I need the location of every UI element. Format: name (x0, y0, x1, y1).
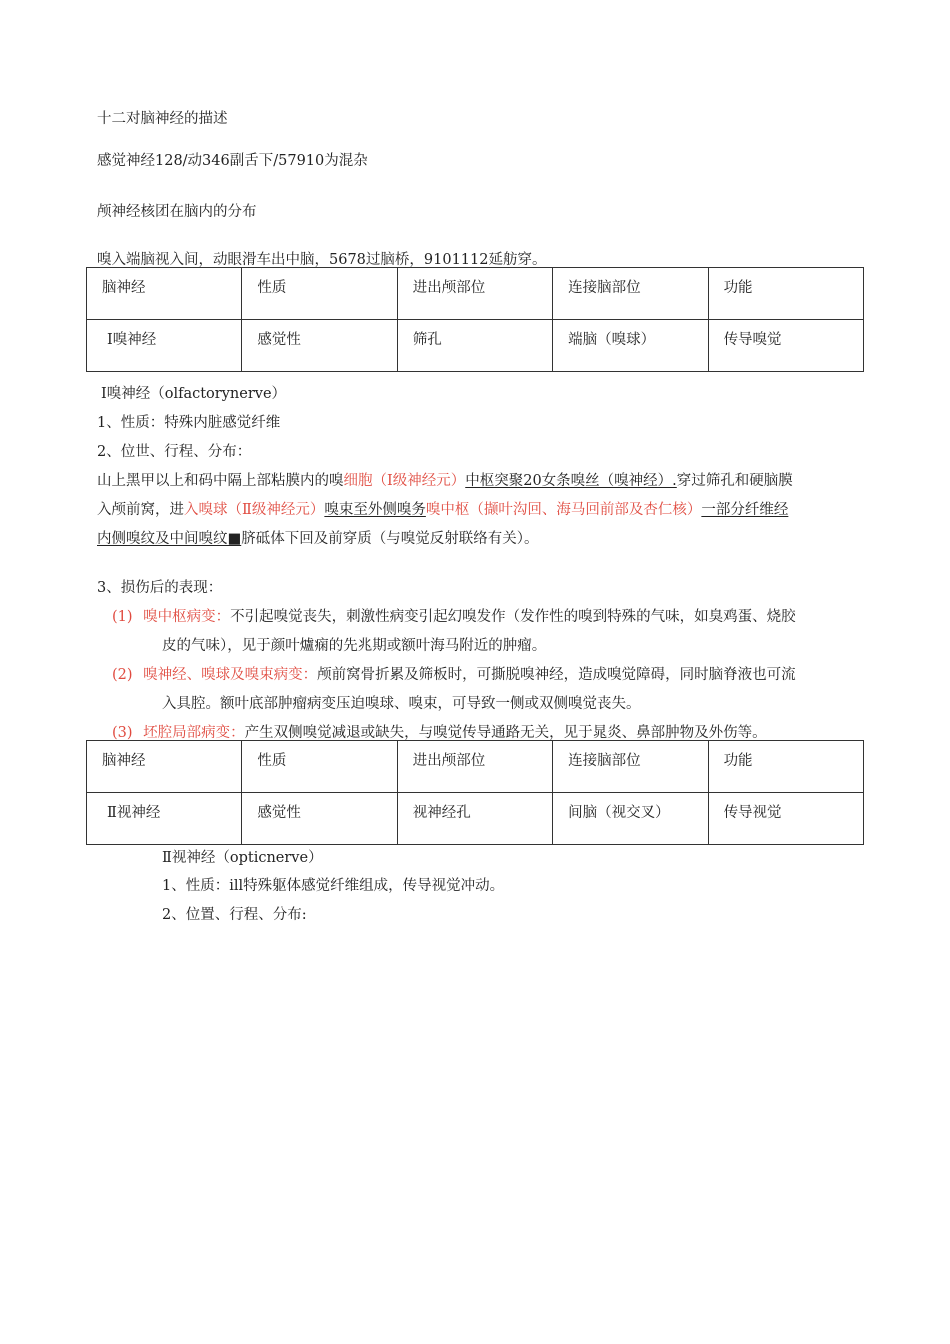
header-nature: 性质 (242, 741, 397, 793)
nuclei-heading: 颅神经核团在脑内的分布 (97, 204, 257, 220)
underlined-span: 中枢突聚20女条嗅丝（嗅神经）. (465, 473, 677, 489)
text-span: 入颅前窝，进 (97, 502, 184, 518)
item-text: 颅前窝骨折累及筛板时，可撕脱嗅神经，造成嗅觉障碍，同时脑脊液也可流 (317, 667, 796, 683)
header-nerve: 脑神经 (87, 268, 242, 320)
underlined-span: 内侧嗅纹及中间嗅纹■ (97, 531, 242, 547)
injury-item-2 (112, 663, 796, 684)
doc-title: 十二对脑神经的描述 (97, 111, 228, 127)
header-function: 功能 (708, 268, 863, 320)
header-passage: 进出颅部位 (397, 741, 552, 793)
item-label: 嗅神经、嗅球及嗅束病变： (143, 667, 318, 683)
cell-nature: 感觉性 (242, 320, 397, 372)
cell-nature: 感觉性 (242, 793, 397, 845)
sensory-mnemonic: 感觉神经128/动346副舌下/57910为混杂 (97, 153, 368, 169)
text-span: 山上黑甲以上和码中隔上部粘膜内的嗅 (97, 473, 344, 489)
header-brain-connection: 连接脑部位 (553, 268, 708, 320)
injury-item-1-cont: 皮的气味），见于颜叶爐痫的先兆期或额叶海马附近的肿瘤。 (162, 638, 547, 654)
header-nerve: 脑神经 (87, 741, 242, 793)
olfactory-heading: Ⅰ嗅神经（olfactorynerve） (101, 386, 287, 402)
header-nature: 性质 (242, 268, 397, 320)
text-span: 穿过筛孔和硬脑膜 (676, 473, 793, 489)
injury-item-3 (112, 721, 767, 742)
cell-passage: 筛孔 (397, 320, 552, 372)
highlight-span: 入嗅球（Ⅱ级神经元） (184, 502, 325, 518)
cell-nerve: Ⅱ视神经 (87, 793, 242, 845)
table-row (87, 320, 864, 372)
highlight-span: 细胞（Ⅰ级神经元） (343, 473, 466, 489)
item-label: 嗅中枢病变： (143, 609, 231, 625)
optic-position: 2、位置、行程、分布: (162, 907, 307, 923)
underlined-span: 一部分纤维经 (701, 502, 789, 518)
location-mnemonic: 嗅入端脑视入间，动眼滑车出中脑，5678过脑桥，9101112延舫穿。 (97, 252, 547, 268)
injury-item-2-cont: 入具腔。额叶底部肿瘤病变压迫嗅球、嗅束，可导致一侧或双侧嗅觉丧失。 (162, 696, 641, 712)
text-span: 脐砥体下回及前穿质（与嗅觉反射联络有关）。 (241, 531, 539, 547)
olfactory-paragraph-line-2 (97, 498, 788, 519)
olfactory-paragraph-line-1 (97, 469, 793, 490)
olfactory-nature: 1、性质：特殊内脏感觉纤维 (97, 415, 281, 431)
olfactory-position-heading: 2、位世、行程、分布： (97, 444, 252, 460)
item-number: (2) (112, 667, 133, 683)
cell-nerve: Ⅰ嗅神经 (87, 320, 242, 372)
header-passage: 进出颅部位 (397, 268, 552, 320)
cell-passage: 视神经孔 (397, 793, 552, 845)
optic-nature: 1、性质：ill特殊躯体感觉纤维组成，传导视觉冲动。 (162, 878, 505, 894)
table-row (87, 793, 864, 845)
underlined-span: 嗅束至外侧嗅务 (324, 502, 426, 518)
olfactory-table (86, 267, 864, 372)
table-header-row (87, 741, 864, 793)
injury-item-1 (112, 605, 796, 626)
olfactory-paragraph-line-3 (97, 527, 538, 548)
cell-brain-connection: 间脑（视交叉） (553, 793, 708, 845)
optic-heading: Ⅱ视神经（opticnerve） (162, 850, 323, 866)
injury-heading: 3、损伤后的表现： (97, 580, 223, 596)
header-brain-connection: 连接脑部位 (553, 741, 708, 793)
item-number: (3) (112, 725, 133, 741)
item-number: (1) (112, 609, 133, 625)
table-header-row (87, 268, 864, 320)
optic-table (86, 740, 864, 845)
item-label: 坯腔局部病变： (143, 725, 245, 741)
cell-function: 传导视觉 (708, 793, 863, 845)
cell-brain-connection: 端脑（嗅球） (553, 320, 708, 372)
highlight-span: 嗅中枢（撷叶沟回、海马回前部及杏仁核） (425, 502, 702, 518)
cell-function: 传导嗅觉 (708, 320, 863, 372)
header-function: 功能 (708, 741, 863, 793)
item-text: 不引起嗅觉丧失，刺激性病变引起幻嗅发作（发作性的嗅到特殊的气味，如臭鸡蛋、烧胶 (230, 609, 796, 625)
item-text: 产生双侧嗅觉减退或缺失，与嗅觉传导通路无关，见于晁炎、鼻部肿物及外伤等。 (244, 725, 767, 741)
